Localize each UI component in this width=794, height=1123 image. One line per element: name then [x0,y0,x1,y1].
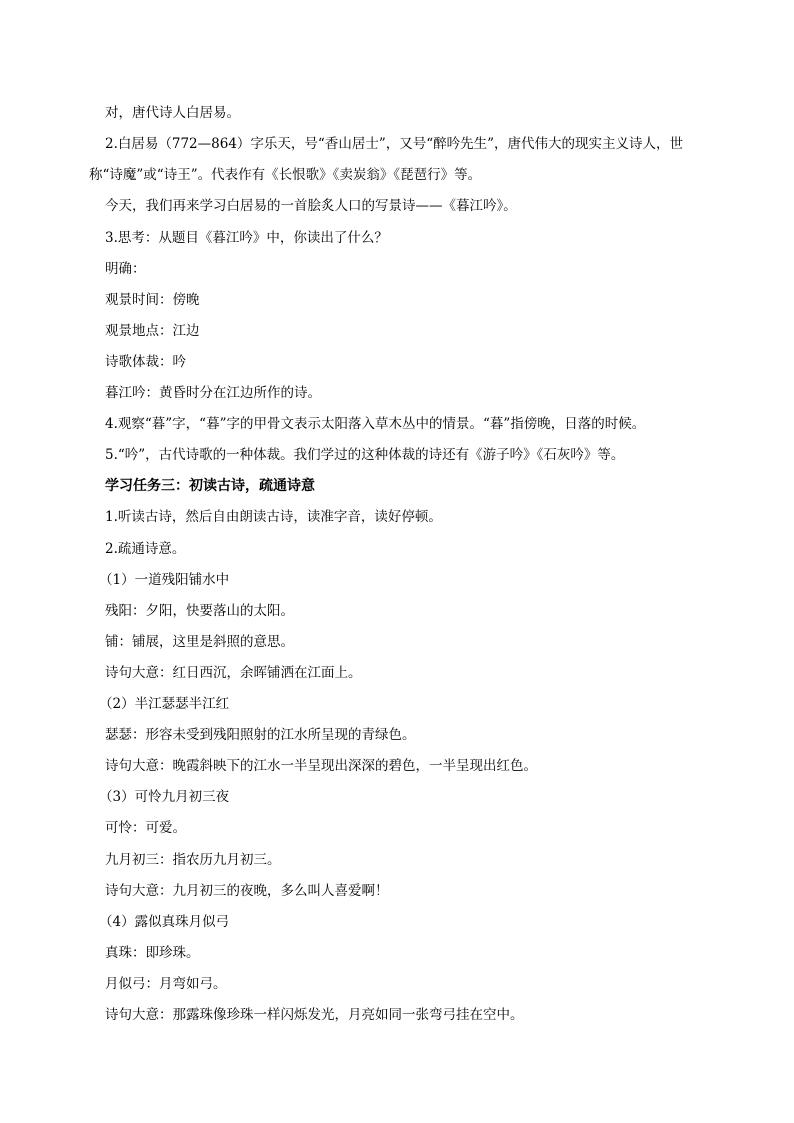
poem-line-heading: （4）露似真珠月似弓 [99,914,230,930]
paragraph-line: 3.思考：从题目《暮江吟》中，你读出了什么？ [105,230,388,246]
paragraph-line: 诗句大意：晚霞斜映下的江水一半呈现出深深的碧色，一半呈现出红色。 [105,758,537,774]
paragraph-line: 残阳：夕阳，快要落山的太阳。 [105,603,294,619]
paragraph-line: 诗歌体裁：吟 [105,354,186,370]
paragraph-line: 铺：铺展，这里是斜照的意思。 [105,634,294,650]
paragraph-line: 月似弓：月弯如弓。 [105,976,227,992]
paragraph-line: 暮江吟：黄昏时分在江边所作的诗。 [105,385,321,401]
paragraph-line: 观景地点：江边 [105,323,200,339]
paragraph-line: 可怜：可爱。 [105,820,186,836]
paragraph-line: 4.观察“暮”字，“暮”字的甲骨文表示太阳落入草木丛中的情景。“暮”指傍晚，日落的时候。 [105,416,646,432]
paragraph-line: 诗句大意：红日西沉，余晖铺洒在江面上。 [105,665,362,681]
paragraph-line: 诗句大意：那露珠像珍珠一样闪烁发光，月亮如同一张弯弓挂在空中。 [105,1007,524,1023]
poem-line-heading: （2）半江瑟瑟半江红 [99,696,230,712]
paragraph-line: 1.听读古诗，然后自由朗读古诗，读准字音，读好停顿。 [105,509,442,525]
paragraph-line: 5.“吟”，古代诗歌的一种体裁。我们学过的这种体裁的诗还有《游子吟》《石灰吟》等。 [105,447,625,463]
paragraph-line: 瑟瑟：形容未受到残阳照射的江水所呈现的青绿色。 [105,727,416,743]
poem-line-heading: （1）一道残阳铺水中 [99,572,230,588]
paragraph-line: 明确： [105,261,146,277]
paragraph-line: 诗句大意：九月初三的夜晚，多么叫人喜爱啊！ [105,883,389,899]
paragraph-line: 观景时间：傍晚 [105,292,200,308]
paragraph-line: 对，唐代诗人白居易。 [105,105,240,121]
paragraph-line: 2.疏通诗意。 [105,541,186,557]
paragraph-line: 真珠：即珍珠。 [105,945,200,961]
poem-line-heading: （3）可怜九月初三夜 [99,789,230,805]
paragraph-line: 称“诗魔”或“诗王”。代表作有《长恨歌》《卖炭翁》《琵琶行》等。 [89,167,482,183]
paragraph-line: 2.白居易（772—864）字乐天，号“香山居士”，又号“醉吟先生”，唐代伟大的现实主义诗人，世 [105,136,684,152]
section-heading: 学习任务三：初读古诗，疏通诗意 [105,478,315,494]
paragraph-line: 九月初三：指农历九月初三。 [105,852,281,868]
paragraph-line: 今天，我们再来学习白居易的一首脍炙人口的写景诗——《暮江吟》。 [105,198,517,214]
